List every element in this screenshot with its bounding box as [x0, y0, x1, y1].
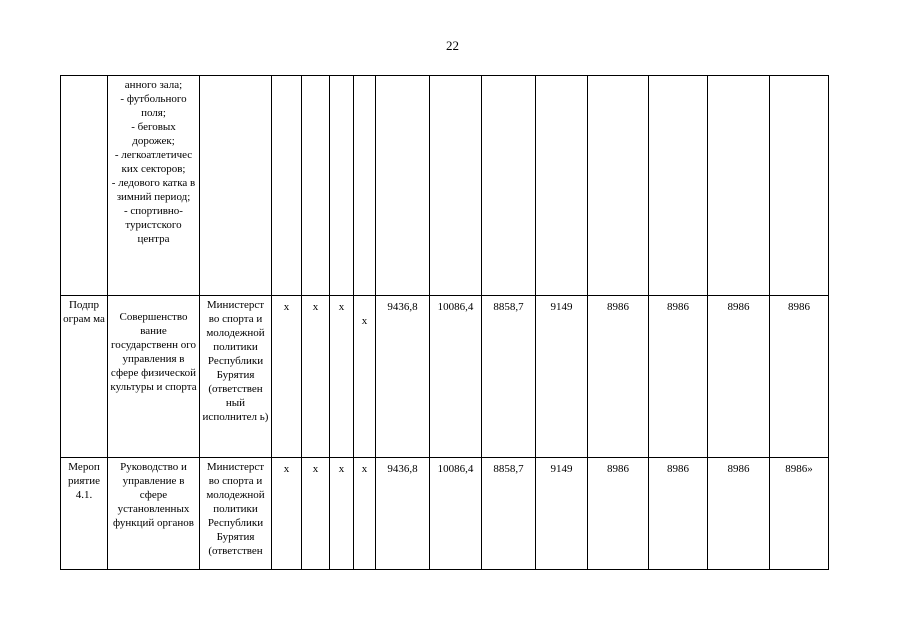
value-cell: 9436,8: [376, 296, 430, 458]
code-cell: х: [354, 296, 376, 458]
activity-name-cell: анного зала; - футбольного поля; - беговых дорожек; - легкоатлетичес ких секторов; - ледового катка в зимний период; - спортивно-туристского центра: [108, 76, 200, 296]
table-row: [61, 296, 829, 458]
value-cell: 8858,7: [482, 458, 536, 570]
row-type-cell: Мероп риятие 4.1.: [61, 458, 108, 570]
value-cell: 10086,4: [430, 296, 482, 458]
value-cell: 8986: [708, 296, 770, 458]
page-number: 22: [446, 38, 459, 53]
row-type-cell: Подпр ограм ма: [61, 296, 108, 458]
value-cell: 8986: [649, 458, 708, 570]
value-cell: 8986: [708, 458, 770, 570]
executor-cell: Министерст во спорта и молодежной политики Республики Бурятия (ответствен: [200, 458, 272, 570]
value-cell: 9149: [536, 296, 588, 458]
table-row: [61, 76, 829, 296]
value-cell: [770, 76, 829, 296]
executor-cell: Министерст во спорта и молодежной политики Республики Бурятия (ответствен ный исполнител ь): [200, 296, 272, 458]
code-cell: х: [354, 458, 376, 570]
code-cell: х: [330, 296, 354, 458]
value-cell: 9149: [536, 458, 588, 570]
code-cell: [302, 76, 330, 296]
activity-name-cell: Совершенство вание государственн ого управления в сфере физической культуры и спорта: [108, 296, 200, 458]
code-cell: [330, 76, 354, 296]
value-cell: 8986: [588, 296, 649, 458]
value-cell: 9436,8: [376, 458, 430, 570]
code-cell: х: [302, 296, 330, 458]
code-cell: [354, 76, 376, 296]
value-cell: 8986: [770, 296, 829, 458]
code-cell: х: [272, 296, 302, 458]
executor-cell: [200, 76, 272, 296]
value-cell: [430, 76, 482, 296]
program-table: [60, 75, 829, 570]
value-cell: [708, 76, 770, 296]
activity-name-cell: Руководство и управление в сфере установленных функций органов: [108, 458, 200, 570]
code-cell: [272, 76, 302, 296]
row-type-cell: [61, 76, 108, 296]
value-cell: [482, 76, 536, 296]
code-cell: х: [330, 458, 354, 570]
table-row: [61, 458, 829, 570]
value-cell: 8986: [649, 296, 708, 458]
value-cell: [376, 76, 430, 296]
code-cell: х: [272, 458, 302, 570]
value-cell: [588, 76, 649, 296]
value-cell: 8858,7: [482, 296, 536, 458]
value-cell: 8986»: [770, 458, 829, 570]
value-cell: [536, 76, 588, 296]
value-cell: 10086,4: [430, 458, 482, 570]
value-cell: [649, 76, 708, 296]
code-cell: х: [302, 458, 330, 570]
value-cell: 8986: [588, 458, 649, 570]
